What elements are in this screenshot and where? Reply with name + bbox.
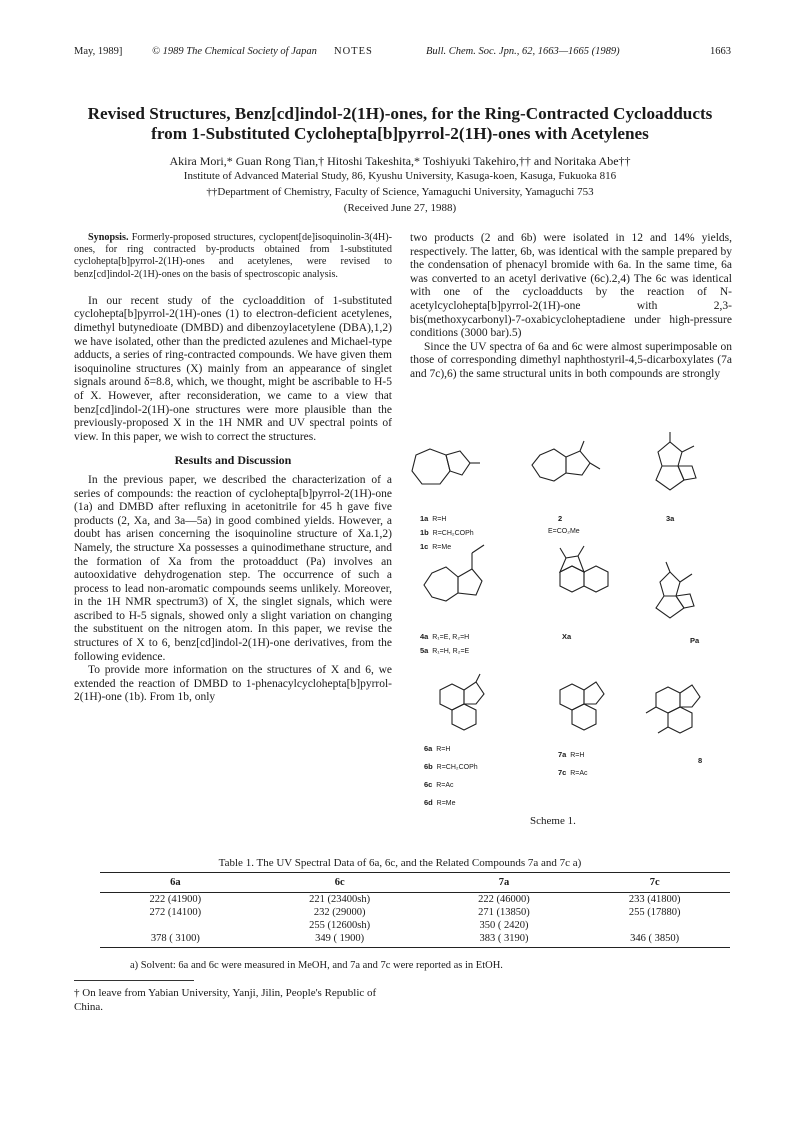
table-cell: 350 ( 2420) [479, 920, 529, 931]
table-cell: 255 (17880) [628, 907, 681, 918]
table-cell: 221 (23400sh) [309, 894, 371, 905]
header-section: NOTES [334, 46, 373, 57]
table-row [100, 932, 730, 948]
table-cell: 255 (12600sh) [309, 920, 371, 931]
col-header-6a: 6a [100, 873, 251, 893]
label-7a: 7a R=H [558, 750, 585, 759]
table-row [100, 893, 730, 907]
label-2: 2 [558, 514, 563, 523]
table-cell: 383 ( 3190) [429, 932, 580, 948]
label-6b: 6b R=CH₂COPh [424, 762, 478, 771]
body-paragraph-5: Since the UV spectra of 6a and 6c were almost superimposable on those of corresponding dimethyl naphthostyril-4,5-dicarboxylates (7a and 7c),6) the same structural units in both compounds are strongly [410, 340, 732, 380]
col-header-6c: 6c [251, 873, 429, 893]
structure-1 [412, 449, 480, 484]
label-1b: 1b R=CH₂COPh [420, 528, 474, 537]
structure-Xa [560, 546, 608, 592]
table-cell: 346 ( 3850) [579, 932, 730, 948]
left-column [74, 232, 392, 705]
label-6d: 6d R=Me [424, 798, 456, 807]
label-Pa: Pa [690, 636, 700, 645]
label-6c: 6c R=Ac [424, 780, 454, 789]
label-5a: 5a R₁=H, R₂=E [420, 646, 470, 655]
label-7c: 7c R=Ac [558, 768, 588, 777]
body-paragraph-3: To provide more information on the structures of X and 6, we extended the reaction of DMBD to 1-phenacylcyclohepta[b]pyrrol-2(1H)-one (1b). From 1b, only [74, 664, 392, 704]
label-2-note: E=CO₂Me [548, 528, 580, 535]
table-cell: 222 (41900) [149, 894, 202, 905]
table-cell: 272 (14100) [149, 907, 202, 918]
table-cell: 271 (13850) [478, 907, 530, 918]
col-header-7c: 7c [579, 873, 730, 893]
label-1a: 1a R=H [420, 514, 447, 523]
structure-6 [440, 674, 484, 730]
paper-title [70, 104, 730, 144]
label-8: 8 [698, 756, 703, 765]
header-journal: Bull. Chem. Soc. Jpn., 62, 1663—1665 (1989) [426, 46, 620, 57]
body-paragraph-4: two products (2 and 6b) were isolated in 12 and 14% yields, respectively. The latter, 6b, was identical with the sample prepared by the condensation of phenacyl bromide with 6a. In the same time, 6a was converted to an acetyl derivative (6c).2,4) The 6c was identical with one of the cycloadducts by the reaction of N-acetylcyclohepta[b]pyrrol-2(1H)-one with 2,3-bis(methoxycarbonyl)-7-oxabicycloheptadiene under high-pressure conditions (3000 bar).5) [410, 232, 732, 340]
table-row [100, 919, 730, 932]
structure-2 [532, 441, 600, 481]
title-line-1: Revised Structures, Benz[cd]indol-2(1H)-ones, for the Ring-Contracted Cycloadducts [87, 104, 713, 123]
table-header-row [100, 873, 730, 893]
header-copyright: © 1989 The Chemical Society of Japan [152, 46, 317, 57]
header-page: 1663 [710, 46, 731, 57]
col-header-7a: 7a [429, 873, 580, 893]
author-list: Akira Mori,* Guan Rong Tian,† Hitoshi Takeshita,* Toshiyuki Takehiro,†† and Noritaka Abe†† [169, 154, 631, 168]
page-footnote: † On leave from Yabian University, Yanji, Jilin, People's Republic of China. [74, 987, 377, 1013]
scheme-1 [400, 432, 740, 832]
uv-data-table [100, 872, 730, 948]
label-3a: 3a [666, 514, 675, 523]
footnote-rule [74, 980, 194, 981]
label-4a: 4a R₁=E, R₂=H [420, 632, 470, 641]
right-column [410, 232, 732, 382]
structure-8 [646, 685, 700, 733]
table-footnote: a) Solvent: 6a and 6c were measured in MeOH, and 7a and 7c were reported as in EtOH. [130, 960, 503, 971]
body-paragraph-2: In the previous paper, we described the characterization of a series of compounds: the reaction of cyclohepta[b]pyrrol-2(1H)-one (1a) and DMBD after refluxing in acetonitrile for 45 h gave five products (2, Xa, and 3a—5a) in good combined yields. However, a doubt has arisen concerning the isoquinoline structure of Xa.1,2) Namely, the structure Xa possesses a quinodimethane structure, and the formation of Xa from the protoadduct (Pa) involves an autooxidative dehydrogenation step. The occurrence of such a process to lead non-aromatic compounds seems unlikely. Moreover, in the 1H NMR spectrum3) of X, the singlet signals, which were ascribed to H-5 signals, showed only a slight variation on changing the substituent on the nitrogen atom. In this paper, we revise the structures of X to 6, benz[cd]indol-2(1H)-one derivatives, from the following evidence. [74, 473, 392, 663]
section-heading: Results and Discussion [174, 453, 292, 468]
structure-Pa [656, 562, 694, 618]
table-cell: 232 (29000) [313, 907, 366, 918]
table-row [100, 906, 730, 919]
label-Xa: Xa [562, 632, 572, 641]
synopsis [74, 232, 392, 281]
affiliation-1: Institute of Advanced Material Study, 86, Kyushu University, Kasuga-koen, Kasuga, Fukuoka 816 [183, 170, 617, 182]
synopsis-text: Formerly-proposed structures, cyclopent[de]isoquinolin-3(4H)-ones, for ring contracted by-products obtained from 1-substituted cyclohepta[b]pyrrol-2(1H)-ones and acetylenes, were revised to benz[cd]indol-2(1H)-ones on the basis of spectroscopic analysis. [74, 232, 393, 280]
structure-4a-5a [424, 545, 484, 601]
table-cell: 233 (41800) [628, 894, 681, 905]
label-6a: 6a R=H [424, 744, 451, 753]
title-line-2: from 1-Substituted Cyclohepta[b]pyrrol-2(1H)-ones with Acetylenes [151, 124, 649, 143]
table-cell [579, 919, 730, 932]
body-paragraph-1: In our recent study of the cycloaddition of 1-substituted cyclohepta[b]pyrrol-2(1H)-ones (1) to electron-deficient acetylenes, dimethyl butynedioate (DMBD) and dibenzoylacetylene (DBA),1,2) we have isolated, other than the predicted azulenes and Michael-type adducts, a series of ring-contracted compounds. We have given them isoquinoline structures (X) mainly from an appearance of singlet signals around δ=8.8, which, we thought, might be ascribable to H-5 of X. However, after reconsideration, we came to a view that benz[cd]indol-2(1H)-one structures were more plausible than the previously-proposed X in the 1H NMR and UV spectral points of view. In this paper, we wish to correct the structures. [74, 294, 392, 443]
table-cell: 349 ( 1900) [251, 932, 429, 948]
header-date: May, 1989] [74, 46, 123, 57]
affiliation-2: ††Department of Chemistry, Faculty of Science, Yamaguchi University, Yamaguchi 753 [206, 186, 594, 198]
structure-7 [560, 682, 604, 730]
table-cell: 222 (46000) [478, 894, 530, 905]
table-cell [100, 919, 251, 932]
label-1c: 1c R=Me [420, 542, 452, 551]
scheme-caption: Scheme 1. [530, 815, 576, 827]
synopsis-label: Synopsis. [88, 232, 129, 243]
table-caption: Table 1. The UV Spectral Data of 6a, 6c, and the Related Compounds 7a and 7c a) [218, 857, 582, 869]
received-date: (Received June 27, 1988) [343, 202, 457, 214]
table-cell: 378 ( 3100) [100, 932, 251, 948]
structure-3a [656, 432, 696, 490]
